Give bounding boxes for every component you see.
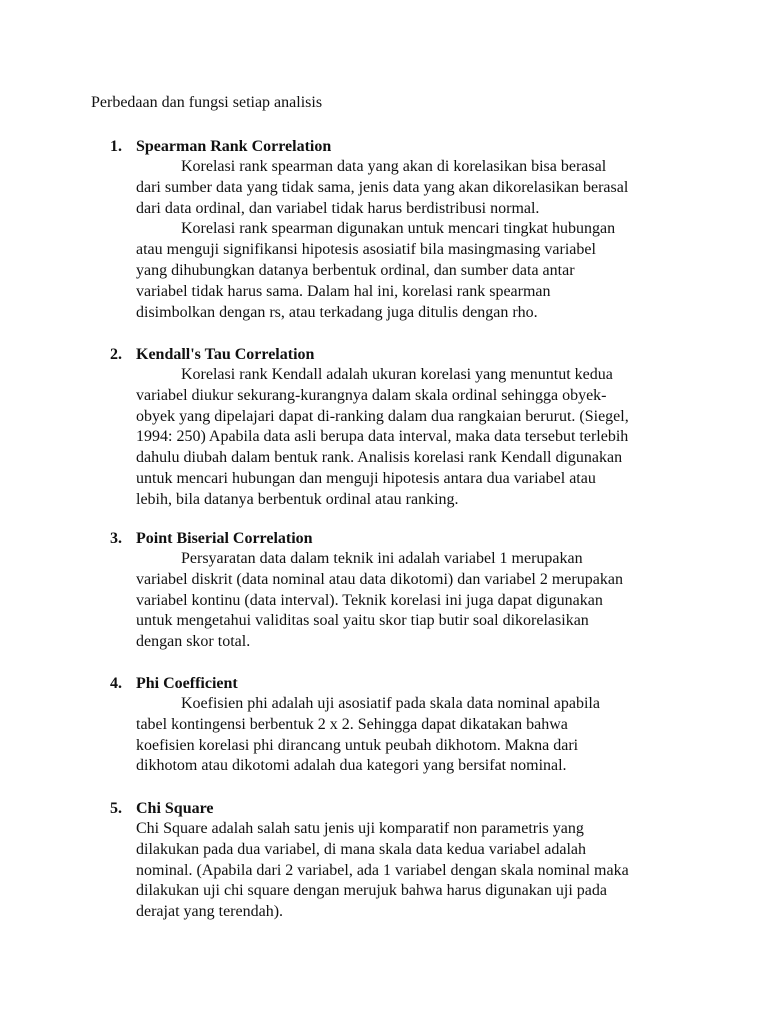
section-spearman [110,136,680,323]
section-kendall [110,344,680,511]
paragraph-line: Korelasi rank Kendall adalah ukuran korelasi yang menuntut kedua [181,366,613,383]
section-heading [110,798,680,819]
section-heading [110,344,680,365]
paragraph-line: Korelasi rank spearman data yang akan di korelasikan bisa berasal [181,158,607,175]
paragraph-line: dilakukan pada dua variabel, di mana skala data kedua variabel adalah [136,840,587,858]
section-number: 5. [110,800,122,817]
section-heading [110,136,680,157]
paragraph-line: koefisien korelasi phi dirancang untuk peubah dikhotom. Makna dari [136,736,579,754]
paragraph-line: Koefisien phi adalah uji asosiatif pada skala data nominal apabila [181,695,600,712]
section-number: 2. [110,346,122,363]
paragraph-line: variabel tidak harus sama. Dalam hal ini, korelasi rank spearman [136,282,551,300]
paragraph-line: dikhotom atau dikotomi adalah dua kategori yang bersifat nominal. [136,757,567,775]
paragraph-line: Korelasi rank spearman digunakan untuk mencari tingkat hubungan [181,220,616,238]
paragraph-line: dahulu diubah dalam bentuk rank. Analisis korelasi rank Kendall digunakan [136,449,623,467]
paragraph-line: variabel diskrit (data nominal atau data dikotomi) dan variabel 2 merupakan [136,570,623,588]
paragraph-line: tabel kontingensi berbentuk 2 x 2. Sehingga dapat dikatakan bahwa [136,715,568,733]
paragraph-line: disimbolkan dengan rs, atau terkadang juga ditulis dengan rho. [136,303,538,321]
paragraph-line: atau menguji signifikansi hipotesis asosiatif bila masingmasing variabel [136,241,596,259]
section-title: Phi Coefficient [136,675,238,692]
section-title: Point Biserial Correlation [136,530,313,547]
section-point-biserial [110,528,680,653]
paragraph-line: nominal. (Apabila dari 2 variabel, ada 1 variabel dengan skala nominal maka [136,861,629,879]
section-heading [110,528,680,549]
paragraph-line: dengan skor total. [136,633,251,651]
paragraph-line: yang dihubungkan datanya berbentuk ordinal, dan sumber data antar [136,261,575,279]
section-title: Spearman Rank Correlation [136,138,332,155]
section-title: Chi Square [136,800,214,817]
section-number: 4. [110,675,122,692]
paragraph-line: Persyaratan data dalam teknik ini adalah variabel 1 merupakan [181,550,583,567]
paragraph-line: untuk mengetahui validitas soal yaitu skor tiap butir soal dikorelasikan [136,612,589,630]
paragraph-line: Chi Square adalah salah satu jenis uji komparatif non parametris yang [136,820,584,837]
paragraph-line: dilakukan uji chi square dengan merujuk bahwa harus digunakan uji pada [136,882,607,900]
paragraph-line: dari data ordinal, dan variabel tidak harus berdistribusi normal. [136,199,540,217]
section-heading [110,673,680,694]
paragraph-line: variabel diukur sekurang-kurangnya dalam skala ordinal sehingga obyek- [136,386,607,404]
document-title: Perbedaan dan fungsi setiap analisis [91,94,323,111]
section-number: 1. [110,138,122,155]
paragraph-line: 1994: 250) Apabila data asli berupa data interval, maka data tersebut terlebih [136,428,629,446]
section-number: 3. [110,530,122,547]
paragraph-line: dari sumber data yang tidak sama, jenis data yang akan dikorelasikan berasal [136,178,629,196]
paragraph-line: obyek yang dipelajari dapat di-ranking dalam dua rangkaian berurut. (Siegel, [136,407,629,425]
paragraph-line: variabel kontinu (data interval). Teknik korelasi ini juga dapat digunakan [136,591,603,609]
section-phi-coefficient [110,673,680,777]
section-title: Kendall's Tau Correlation [136,346,315,363]
paragraph-line: lebih, bila datanya berbentuk ordinal atau ranking. [136,490,459,508]
paragraph-line: derajat yang terendah). [136,903,284,921]
paragraph-line: untuk mencari hubungan dan menguji hipotesis antara dua variabel atau [136,469,596,487]
section-chi-square [110,798,680,923]
